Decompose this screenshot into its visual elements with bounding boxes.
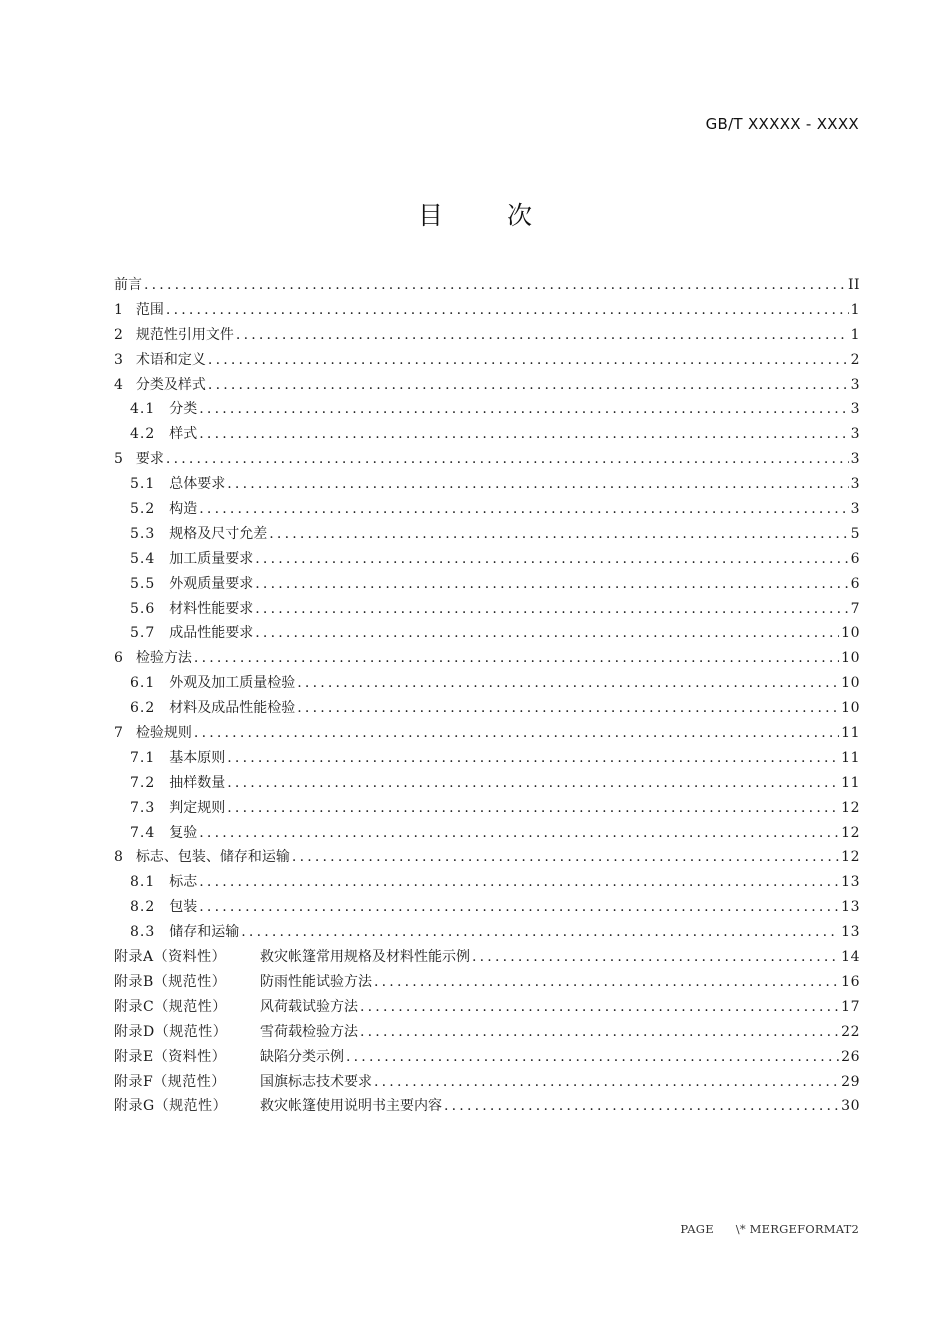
- toc-entry[interactable]: [114, 398, 860, 423]
- toc-entry-title: 规范性引用文件: [135, 326, 234, 343]
- toc-entry-page: 13: [841, 924, 860, 941]
- toc-dot-leader: [144, 277, 846, 293]
- toc-entry-page: 5: [850, 525, 860, 542]
- toc-entry[interactable]: [114, 797, 860, 822]
- toc-entry[interactable]: [114, 921, 860, 946]
- toc-entry-title: 防雨性能试验方法: [260, 973, 372, 990]
- toc-entry-number: 7.1: [130, 749, 156, 766]
- toc-entry[interactable]: [114, 871, 860, 896]
- toc-entry-number: 6.1: [130, 675, 156, 692]
- toc-dot-leader: [166, 451, 849, 467]
- toc-entry-number: 4.2: [130, 426, 156, 443]
- toc-entry-title: 材料性能要求: [169, 600, 254, 617]
- toc-entry-title: 基本原则: [169, 749, 226, 766]
- toc-entry-page: 2: [850, 351, 860, 368]
- toc-dot-leader: [199, 401, 848, 417]
- toc-entry-title: 成品性能要求: [169, 625, 254, 642]
- toc-entry-page: 10: [841, 675, 860, 692]
- toc-entry-page: 3: [850, 476, 860, 493]
- toc-entry-page: 3: [850, 401, 860, 418]
- toc-entry-page: 11: [841, 725, 860, 742]
- toc-dot-leader: [297, 675, 839, 691]
- toc-entry[interactable]: [114, 747, 860, 772]
- toc-dot-leader: [374, 974, 839, 990]
- toc-entry-title: 救灾帐篷常用规格及材料性能示例: [260, 949, 470, 966]
- footer-field-switch: \* MERGEFORMAT2: [735, 1222, 859, 1236]
- toc-entry[interactable]: [114, 697, 860, 722]
- toc-entry-number: 5.6: [130, 600, 156, 617]
- toc-entry[interactable]: [114, 548, 860, 573]
- toc-entry-title: 储存和运输: [169, 924, 240, 941]
- toc-entry[interactable]: [114, 722, 860, 747]
- toc-entry-title: 复验: [169, 824, 198, 841]
- toc-entry-title: 判定规则: [169, 799, 226, 816]
- toc-entry[interactable]: [114, 374, 860, 399]
- toc-entry[interactable]: [114, 324, 860, 349]
- toc-dot-leader: [255, 601, 848, 617]
- toc-entry-number: 6.2: [130, 700, 156, 717]
- toc-entry-title: 国旗标志技术要求: [260, 1073, 372, 1090]
- toc-entry[interactable]: [114, 896, 860, 921]
- toc-dot-leader: [236, 327, 849, 343]
- toc-entry-number: 附录F（规范性）: [114, 1073, 226, 1090]
- toc-dot-leader: [374, 1074, 839, 1090]
- toc-entry-page: 30: [841, 1098, 860, 1115]
- toc-entry[interactable]: [114, 647, 860, 672]
- toc-dot-leader: [199, 426, 848, 442]
- toc-entry-number: 7: [114, 725, 124, 742]
- toc-entry-number: 4.1: [130, 401, 156, 418]
- toc-entry-number: 4: [114, 376, 124, 393]
- toc-entry-title: 分类及样式: [135, 376, 206, 393]
- toc-entry-page: 29: [841, 1073, 860, 1090]
- toc-entry-title: 包装: [169, 899, 198, 916]
- toc-entry-page: 7: [850, 600, 860, 617]
- toc-entry-number: 5.1: [130, 476, 156, 493]
- toc-entry-number: 3: [114, 351, 124, 368]
- toc-entry-page: 26: [841, 1048, 860, 1065]
- toc-entry-page: II: [847, 277, 860, 293]
- toc-entry-title: 风荷载试验方法: [260, 998, 358, 1015]
- toc-entry-number: 7.4: [130, 824, 156, 841]
- toc-dot-leader: [199, 899, 839, 915]
- toc-entry-title: 规格及尺寸允差: [169, 525, 268, 542]
- toc-entry-page: 10: [841, 700, 860, 717]
- toc-entry-title: 抽样数量: [169, 774, 226, 791]
- toc-entry-number: 附录C（规范性）: [114, 998, 227, 1015]
- page-footer: [680, 1222, 859, 1236]
- toc-dot-leader: [199, 874, 839, 890]
- toc-entry-page: 17: [841, 998, 860, 1015]
- toc-entry[interactable]: [114, 971, 860, 996]
- toc-entry-title: 雪荷载检验方法: [260, 1023, 358, 1040]
- toc-dot-leader: [194, 725, 839, 741]
- toc-entry-title: 标志、包装、储存和运输: [135, 849, 290, 866]
- toc-entry-title: 检验规则: [135, 725, 192, 742]
- toc-entry[interactable]: [114, 1021, 860, 1046]
- toc-entry-page: 11: [841, 774, 860, 791]
- toc-entry[interactable]: [114, 772, 860, 797]
- toc-entry-number: 附录B（规范性）: [114, 973, 227, 990]
- toc-dot-leader: [444, 1098, 839, 1114]
- toc-entry-number: 7.3: [130, 799, 156, 816]
- toc-entry-title: 救灾帐篷使用说明书主要内容: [260, 1098, 442, 1115]
- toc-entry-page: 1: [850, 326, 860, 343]
- toc-entry[interactable]: [114, 573, 860, 598]
- toc-entry-page: 12: [841, 799, 860, 816]
- toc-entry-title: 检验方法: [135, 650, 192, 667]
- toc-entry-page: 3: [850, 501, 860, 518]
- toc-dot-leader: [199, 825, 839, 841]
- toc-entry-page: 12: [841, 824, 860, 841]
- toc-entry[interactable]: [114, 946, 860, 971]
- toc-entry-page: 6: [850, 550, 860, 567]
- toc-entry-title: 要求: [135, 451, 164, 468]
- toc-entry[interactable]: [114, 1095, 860, 1120]
- toc-entry[interactable]: [114, 996, 860, 1021]
- toc-dot-leader: [269, 526, 848, 542]
- toc-dot-leader: [227, 476, 848, 492]
- toc-entry-page: 1: [850, 301, 860, 318]
- toc-entry-number: 6: [114, 650, 124, 667]
- toc-entry-number: 5.2: [130, 501, 156, 518]
- toc-entry-page: 3: [850, 376, 860, 393]
- toc-entry-number: 5.5: [130, 575, 156, 592]
- toc-dot-leader: [227, 800, 839, 816]
- toc-entry[interactable]: [114, 498, 860, 523]
- toc-entry-title: 材料及成品性能检验: [169, 700, 296, 717]
- page-title: 目 次: [418, 201, 560, 230]
- toc-entry-page: 6: [850, 575, 860, 592]
- toc-dot-leader: [292, 849, 839, 865]
- toc-dot-leader: [255, 576, 848, 592]
- toc-entry-number: 附录E（资料性）: [114, 1048, 227, 1065]
- toc-entry-page: 22: [841, 1023, 860, 1040]
- toc-entry-number: 5.4: [130, 550, 156, 567]
- table-of-contents: [114, 274, 860, 1120]
- toc-dot-leader: [208, 352, 849, 368]
- toc-dot-leader: [166, 302, 849, 318]
- toc-entry-number: 附录G（规范性）: [114, 1098, 228, 1115]
- standard-number: GB/T XXXXX - XXXX: [705, 115, 859, 133]
- toc-entry-number: 2: [114, 326, 124, 343]
- toc-entry[interactable]: [114, 598, 860, 623]
- toc-dot-leader: [208, 377, 849, 393]
- toc-entry-title: 缺陷分类示例: [260, 1048, 344, 1065]
- toc-entry[interactable]: [114, 423, 860, 448]
- toc-entry-number: 8: [114, 849, 124, 866]
- toc-entry-page: 10: [841, 625, 860, 642]
- toc-dot-leader: [241, 924, 839, 940]
- toc-entry-title: 外观及加工质量检验: [169, 675, 296, 692]
- toc-entry-page: 13: [841, 899, 860, 916]
- toc-entry-title: 加工质量要求: [169, 550, 254, 567]
- toc-entry[interactable]: [114, 523, 860, 548]
- toc-entry-number: 8.1: [130, 874, 156, 891]
- toc-entry-page: 3: [850, 451, 860, 468]
- toc-entry[interactable]: [114, 822, 860, 847]
- toc-dot-leader: [194, 650, 839, 666]
- toc-entry-title: 构造: [169, 501, 198, 518]
- toc-entry[interactable]: [114, 349, 860, 374]
- footer-field-code: PAGE: [680, 1222, 714, 1236]
- toc-entry-number: 附录D（规范性）: [114, 1023, 228, 1040]
- toc-entry-number: 附录A（资料性）: [114, 949, 227, 966]
- toc-entry-page: 16: [841, 973, 860, 990]
- toc-entry-page: 10: [841, 650, 860, 667]
- toc-entry[interactable]: [114, 274, 860, 299]
- toc-entry-page: 14: [841, 949, 860, 966]
- toc-entry[interactable]: [114, 1046, 860, 1071]
- toc-entry-page: 12: [841, 849, 860, 866]
- toc-dot-leader: [199, 501, 848, 517]
- toc-entry[interactable]: [114, 448, 860, 473]
- toc-entry-title: 范围: [135, 301, 164, 318]
- toc-dot-leader: [227, 750, 839, 766]
- toc-dot-leader: [360, 999, 839, 1015]
- toc-entry[interactable]: [114, 473, 860, 498]
- toc-entry[interactable]: [114, 846, 860, 871]
- toc-dot-leader: [255, 551, 848, 567]
- toc-entry-title: 总体要求: [169, 476, 226, 493]
- toc-entry-title: 标志: [169, 874, 198, 891]
- toc-entry-title: 分类: [169, 401, 198, 418]
- toc-entry[interactable]: [114, 672, 860, 697]
- toc-dot-leader: [227, 775, 839, 791]
- toc-entry-title: 样式: [169, 426, 198, 443]
- toc-dot-leader: [297, 700, 839, 716]
- toc-entry[interactable]: [114, 1071, 860, 1096]
- toc-entry-title: 术语和定义: [135, 351, 206, 368]
- toc-dot-leader: [472, 949, 839, 965]
- toc-entry-page: 13: [841, 874, 860, 891]
- toc-entry-title: 前言: [114, 277, 142, 293]
- toc-entry-number: 5: [114, 451, 124, 468]
- toc-entry-number: 5.7: [130, 625, 156, 642]
- toc-entry-number: 8.2: [130, 899, 156, 916]
- toc-entry-number: 8.3: [130, 924, 156, 941]
- toc-entry-number: 7.2: [130, 774, 156, 791]
- toc-dot-leader: [255, 625, 839, 641]
- toc-entry-number: 1: [114, 301, 124, 318]
- toc-dot-leader: [346, 1049, 839, 1065]
- toc-entry[interactable]: [114, 299, 860, 324]
- toc-entry[interactable]: [114, 622, 860, 647]
- toc-dot-leader: [360, 1024, 839, 1040]
- toc-entry-number: 5.3: [130, 525, 156, 542]
- toc-entry-page: 11: [841, 749, 860, 766]
- toc-entry-title: 外观质量要求: [169, 575, 254, 592]
- toc-entry-page: 3: [850, 426, 860, 443]
